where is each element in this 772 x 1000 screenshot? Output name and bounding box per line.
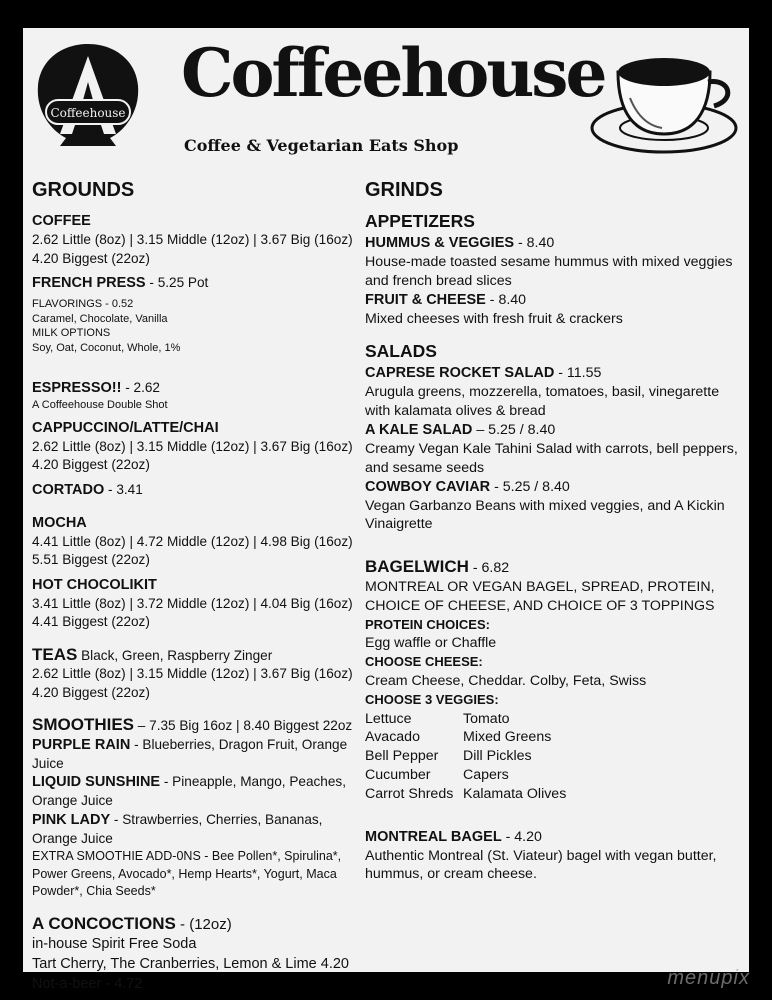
menu-item-caprese: CAPRESE ROCKET SALAD - 11.55 Arugula greens, mozzerella, tomatoes, basil, vinegarette with kalamata olives & bread xyxy=(365,365,720,420)
menu-item-montreal-bagel: MONTREAL BAGEL - 4.20 Authentic Montreal (St. Viateur) bagel with vegan butter, hummus, or cream cheese. xyxy=(365,828,717,883)
smoothie-addons: EXTRA SMOOTHIE ADD-0NS - Bee Pollen*, Spirulina*, Power Greens, Avocado*, Hemp Hearts*, Yogurt, Maca Powder*, Chia Seeds* xyxy=(32,849,342,898)
menu-item-cappuccino: CAPPUCCINO/LATTE/CHAI 2.62 Little (8oz) | 3.15 Middle (12oz) | 3.67 Big (16oz) 4.20 Biggest (22oz) xyxy=(32,419,353,472)
menu-item-smoothies: SMOOTHIES – 7.35 Big 16oz | 8.40 Biggest 22oz PURPLE RAIN - Blueberries, Dragon Fruit, Orange Juice LIQUID SUNSHINE - Pineapple, Mango, Peaches, Orange Juice PINK LADY - Strawberries, Cherries, Bananas, Orange Juice EXTRA SMOOTHIE ADD-0NS - Bee Pollen*, Spirulina*, Power Greens, Avocado*, Hemp Hearts*, Yogurt, Maca Powder*, Chia Seeds* xyxy=(32,716,362,901)
grinds-column xyxy=(365,176,745,884)
menu-item-fruit-cheese: FRUIT & CHEESE - 8.40 Mixed cheeses with fresh fruit & crackers xyxy=(365,291,623,327)
menu-item-espresso: ESPRESSO!! - 2.62 A Coffeehouse Double Shot xyxy=(32,380,168,411)
menu-item-coffee: COFFEE 2.62 Little (8oz) | 3.15 Middle (12oz) | 3.67 Big (16oz) 4.20 Biggest (22oz) xyxy=(32,213,353,266)
coffeehouse-logo xyxy=(32,42,144,148)
section-heading-grinds: GRINDS xyxy=(365,179,443,201)
smoothie-pink-lady: PINK LADY - Strawberries, Cherries, Bananas, Orange Juice xyxy=(32,811,323,846)
menu-item-kale-salad: A KALE SALAD – 5.25 / 8.40 Creamy Vegan Kale Tahini Salad with carrots, bell peppers, and sesame seeds xyxy=(365,421,738,476)
subheading-appetizers: APPETIZERS xyxy=(365,211,475,231)
subheading-salads: SALADS xyxy=(365,341,437,362)
logo-text: Coffeehouse xyxy=(50,106,126,120)
shop-tagline: Coffee & Vegetarian Eats Shop xyxy=(184,136,459,155)
smoothie-liquid-sunshine: LIQUID SUNSHINE - Pineapple, Mango, Peaches, Orange Juice xyxy=(32,774,346,808)
menu-item-bagelwich: BAGELWICH - 6.82 MONTREAL OR VEGAN BAGEL, SPREAD, PROTEIN, CHOICE OF CHEESE, AND CHOICE OF 3 TOPPINGS PROTEIN CHOICES: Egg waffle or Chaffle CHOOSE CHEESE: Cream Cheese, Cheddar. Colby, Feta, Swiss CHOOSE 3 VEGGIES: Lettuce Tomato Avacado Mixed Greens Bell Pepper Dill Pickles Cucumber Capers Carrot Shreds Kalamata Olives xyxy=(365,558,745,803)
menu-item-cowboy-caviar: COWBOY CAVIAR - 5.25 / 8.40 Vegan Garbanzo Beans with mixed veggies, and A Kickin Vinaigrette xyxy=(365,478,725,533)
smoothie-purple-rain: PURPLE RAIN - Blueberries, Dragon Fruit, Orange Juice xyxy=(32,736,348,771)
shop-title: Coffeehouse xyxy=(181,34,605,112)
menu-item-hummus: HUMMUS & VEGGIES - 8.40 House-made toasted sesame hummus with mixed veggies and french bread slices xyxy=(365,235,733,289)
watermark: menupix xyxy=(667,967,750,989)
menu-item-hot-chocolikit: HOT CHOCOLIKIT 3.41 Little (8oz) | 3.72 Middle (12oz) | 4.04 Big (16oz) 4.41 Biggest (22oz) xyxy=(32,576,353,629)
menu-item-teas: TEAS Black, Green, Raspberry Zinger 2.62 Little (8oz) | 3.15 Middle (12oz) | 3.67 Big (16oz) 4.20 Biggest (22oz) xyxy=(32,644,353,700)
section-heading-grounds: GROUNDS xyxy=(32,179,135,201)
coffee-cup-icon xyxy=(590,42,742,158)
menu-item-cortado: CORTADO - 3.41 xyxy=(32,481,143,498)
veggie-options: Lettuce Tomato Avacado Mixed Greens Bell Pepper Dill Pickles Cucumber Capers Carrot Shreds Kalamata Olives xyxy=(365,710,567,802)
grounds-column xyxy=(32,176,362,994)
menu-item-concoctions: A CONCOCTIONS - (12oz) in-house Spirit Free Soda Tart Cherry, The Cranberries, Lemon & Lime 4.20 Not-a-beer - 4.72 xyxy=(32,913,349,992)
menu-item-french-press: FRENCH PRESS - 5.25 Pot FLAVORINGS - 0.52 Caramel, Chocolate, Vanilla MILK OPTIONS Soy, Oat, Coconut, Whole, 1% xyxy=(32,275,209,354)
menu-item-mocha: MOCHA 4.41 Little (8oz) | 4.72 Middle (12oz) | 4.98 Big (16oz) 5.51 Biggest (22oz) xyxy=(32,514,353,567)
